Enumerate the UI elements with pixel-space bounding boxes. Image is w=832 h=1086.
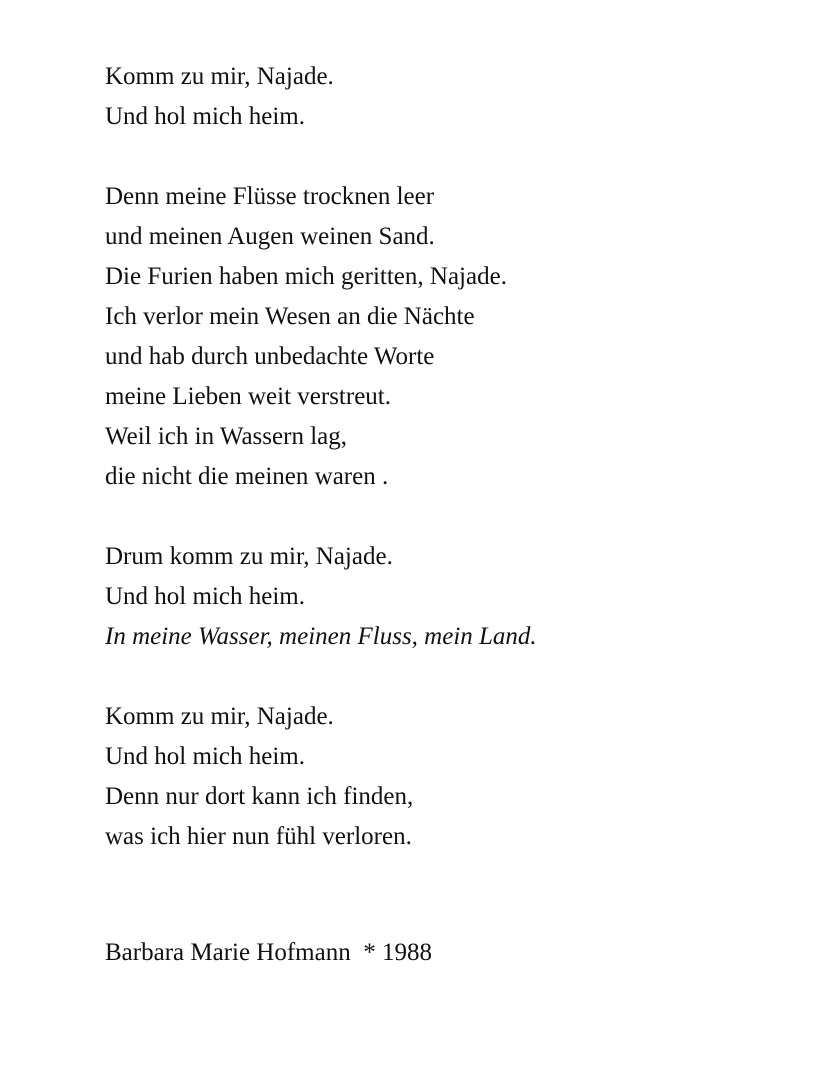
stanza-1 bbox=[105, 57, 805, 137]
poem-line: meine Lieben weit verstreut. bbox=[105, 383, 391, 410]
poem-line: die nicht die meinen waren . bbox=[105, 463, 389, 490]
poem-line: Komm zu mir, Najade. bbox=[105, 63, 334, 90]
poem-line: Und hol mich heim. bbox=[105, 103, 305, 130]
poem-line: Denn nur dort kann ich finden, bbox=[105, 783, 414, 810]
poem-line: Komm zu mir, Najade. bbox=[105, 703, 334, 730]
poem-line: und hab durch unbedachte Worte bbox=[105, 343, 435, 370]
poem-line: Denn meine Flüsse trocknen leer bbox=[105, 183, 435, 210]
stanza-3 bbox=[105, 537, 805, 657]
poem-line: Weil ich in Wassern lag, bbox=[105, 423, 347, 450]
author-signature: Barbara Marie Hofmann * 1988 bbox=[105, 939, 432, 966]
stanza-4 bbox=[105, 697, 805, 857]
poem-line: Drum komm zu mir, Najade. bbox=[105, 543, 393, 570]
poem-line: was ich hier nun fühl verloren. bbox=[105, 823, 412, 850]
poem-line: Und hol mich heim. bbox=[105, 583, 305, 610]
poem-line: und meinen Augen weinen Sand. bbox=[105, 223, 435, 250]
poem-line: Ich verlor mein Wesen an die Nächte bbox=[105, 303, 475, 330]
stanza-2 bbox=[105, 177, 805, 497]
poem-line: Die Furien haben mich geritten, Najade. bbox=[105, 263, 507, 290]
poem-line-italic: In meine Wasser, meinen Fluss, mein Land. bbox=[105, 623, 537, 650]
poem bbox=[105, 57, 805, 897]
poem-line: Und hol mich heim. bbox=[105, 743, 305, 770]
